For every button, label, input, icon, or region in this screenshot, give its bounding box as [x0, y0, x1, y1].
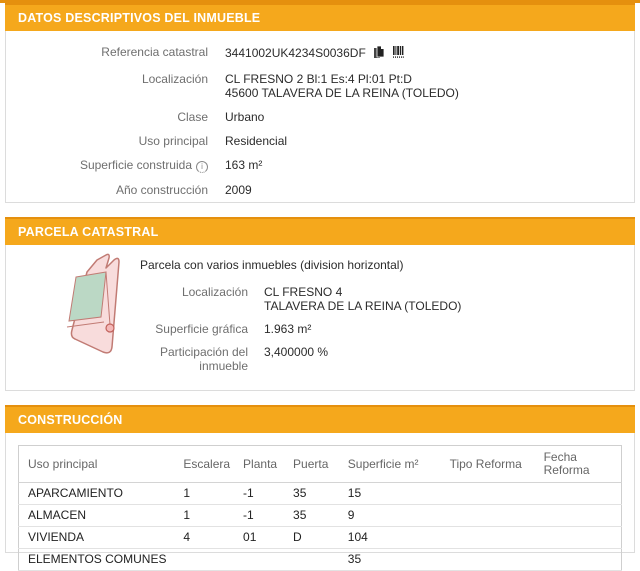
- localizacion-line2: 45600 TALAVERA DE LA REINA (TOLEDO): [225, 86, 459, 100]
- row-uso-principal: [6, 134, 634, 148]
- superficie-construida-label: Superficie construida i: [6, 158, 208, 173]
- section-datos-inmueble: [5, 3, 635, 203]
- table-cell: 15: [339, 483, 441, 505]
- participacion-label: Participación del inmueble: [159, 345, 248, 373]
- superficie-construida-value: 163 m²: [225, 158, 263, 172]
- table-cell: [234, 549, 284, 571]
- table-cell: [441, 549, 535, 571]
- anio-construccion-label: Año construcción: [115, 183, 208, 197]
- parcela-localizacion-value: [264, 285, 461, 313]
- col-planta: Planta: [234, 446, 284, 483]
- uso-principal-value: Residencial: [225, 134, 288, 148]
- row-participacion: [140, 345, 634, 373]
- parcela-localizacion-label: Localización: [181, 285, 248, 299]
- clase-value: Urbano: [225, 110, 265, 124]
- row-referencia-catastral: [6, 45, 634, 62]
- table-cell: 4: [174, 527, 234, 549]
- col-puerta: Puerta: [284, 446, 339, 483]
- table-cell: [441, 483, 535, 505]
- anio-construccion-value: 2009: [225, 183, 252, 197]
- uso-principal-label: Uso principal: [138, 134, 208, 148]
- table-cell: [535, 549, 622, 571]
- table-cell: 35: [339, 549, 441, 571]
- table-cell: [535, 483, 622, 505]
- section-header-parcela: PARCELA CATASTRAL: [5, 217, 635, 245]
- table-cell: D: [284, 527, 339, 549]
- parcela-localizacion-line1: CL FRESNO 4: [264, 285, 343, 299]
- table-cell: 35: [284, 505, 339, 527]
- row-anio-construccion: [6, 183, 634, 197]
- copy-icon[interactable]: [373, 45, 385, 62]
- superficie-grafica-value: 1.963 m²: [264, 322, 312, 336]
- col-fecha-reforma: Fecha Reforma: [535, 446, 622, 483]
- col-tipo-reforma: Tipo Reforma: [441, 446, 535, 483]
- participacion-value: 3,400000 %: [264, 345, 329, 359]
- table-row: [19, 505, 622, 527]
- parcela-description: Parcela con varios inmuebles (division horizontal): [140, 258, 404, 272]
- table-cell: ELEMENTOS COMUNES: [19, 549, 175, 571]
- table-cell: -1: [234, 483, 284, 505]
- table-row: [19, 483, 622, 505]
- panel-datos: [5, 31, 635, 203]
- table-cell: VIVIENDA: [19, 527, 175, 549]
- panel-construccion: [5, 433, 635, 566]
- section-header-datos: DATOS DESCRIPTIVOS DEL INMUEBLE: [5, 3, 635, 31]
- referencia-label: Referencia catastral: [101, 45, 208, 59]
- col-escalera: Escalera: [174, 446, 234, 483]
- table-cell: [535, 527, 622, 549]
- table-cell: 35: [284, 483, 339, 505]
- table-cell: -1: [234, 505, 284, 527]
- col-uso-principal: Uso principal: [19, 446, 175, 483]
- row-superficie-grafica: [140, 322, 634, 336]
- table-cell: 1: [174, 483, 234, 505]
- parcel-map-image[interactable]: [40, 251, 154, 365]
- clase-label: Clase: [177, 110, 208, 124]
- localizacion-value: [225, 72, 459, 100]
- table-cell: [535, 505, 622, 527]
- section-parcela-catastral: [5, 217, 635, 391]
- row-superficie-construida: [6, 158, 634, 173]
- superficie-grafica-label: Superficie gráfica: [155, 322, 248, 336]
- table-cell: [441, 505, 535, 527]
- referencia-text: 3441002UK4234S0036DF: [225, 46, 366, 60]
- table-cell: [284, 549, 339, 571]
- table-cell: [441, 527, 535, 549]
- table-cell: 9: [339, 505, 441, 527]
- table-header-row: [19, 446, 622, 483]
- barcode-icon[interactable]: [392, 45, 406, 62]
- table-cell: 1: [174, 505, 234, 527]
- table-row: [19, 527, 622, 549]
- localizacion-line1: CL FRESNO 2 Bl:1 Es:4 Pl:01 Pt:D: [225, 72, 412, 86]
- row-localizacion: [6, 72, 634, 100]
- info-icon[interactable]: i: [196, 161, 208, 173]
- row-clase: [6, 110, 634, 124]
- table-cell: 01: [234, 527, 284, 549]
- construccion-table: [18, 445, 622, 571]
- row-parcela-localizacion: [140, 285, 634, 313]
- referencia-value: [225, 45, 406, 62]
- section-header-construccion: CONSTRUCCIÓN: [5, 405, 635, 433]
- table-cell: ALMACEN: [19, 505, 175, 527]
- parcela-content: [140, 258, 634, 373]
- parcela-localizacion-line2: TALAVERA DE LA REINA (TOLEDO): [264, 299, 462, 313]
- col-superficie: Superficie m²: [339, 446, 441, 483]
- table-cell: APARCAMIENTO: [19, 483, 175, 505]
- localizacion-label: Localización: [141, 72, 208, 86]
- table-cell: [174, 549, 234, 571]
- table-cell: 104: [339, 527, 441, 549]
- table-row: [19, 549, 622, 571]
- panel-parcela: [5, 245, 635, 391]
- section-construccion: [5, 405, 635, 566]
